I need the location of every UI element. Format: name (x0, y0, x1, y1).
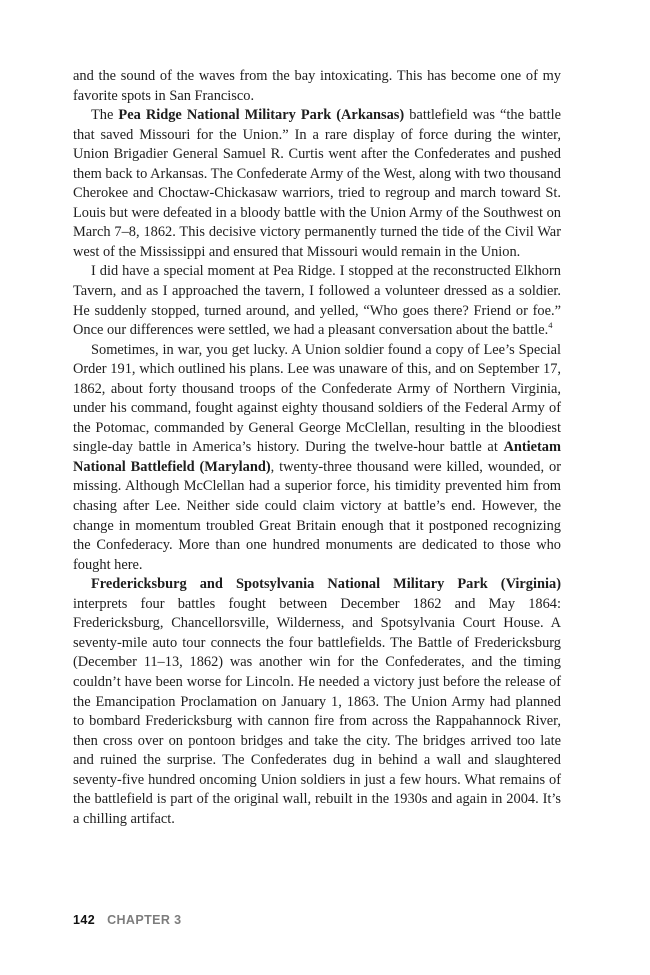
chapter-label: CHAPTER 3 (107, 913, 182, 927)
body-text (73, 67, 561, 829)
paragraph-antietam: Sometimes, in war, you get lucky. A Union soldier found a copy of Lee’s Special Order 191, which outlined his plans. Lee was unaware of this, and on September 17, 1862, about forty thousand troops of the Confederate Army of Northern Virginia, under his command, fought against eighty thousand soldiers of the Federal Army of the Potomac, commanded by General George McClellan, resulting in the bloodiest single-day battle in America’s history. During the twelve-hour battle at Antietam National Battlefield (Maryland), twenty-three thousand were killed, wounded, or missing. Although McClellan had a superior force, his timidity prevented him from chasing after Lee. Neither side could claim victory at battle’s end. However, the change in momentum troubled Great Britain enough that it postponed recognizing the Confederacy. More than one hundred monuments are dedicated to those who fought here. (73, 341, 561, 573)
page-number: 142 (73, 913, 96, 927)
park-name-pea-ridge: Pea Ridge National Military Park (Arkansas) (118, 107, 405, 124)
paragraph-fredericksburg: Fredericksburg and Spotsylvania National Military Park (Virginia) interprets four battles fought between December 1862 and May 1864: Fredericksburg, Chancellorsville, Wilderness, and Spotsylvania Court House. A seventy-mile auto tour connects the four battlefields. The Battle of Fredericksburg (December 11–13, 1862) was another win for the Confederates, and the timing couldn’t have been worse for Lincoln. He needed a victory just before the release of the Emancipation Proclamation on January 1, 1863. The Union Army had planned to bombard Fredericksburg with cannon fire from across the Rappahannock River, then cross over on pontoon bridges and take the city. The bridges arrived too late and ruined the surprise. The Confederates dug in behind a wall and slaughtered seventy-five hundred oncoming Union soldiers in just a few hours. What remains of the battlefield is part of the original wall, rebuilt in the 1930s and again in 2004. It’s a chilling artifact. (73, 576, 561, 827)
page-footer (73, 912, 182, 928)
paragraph-continuation: and the sound of the waves from the bay intoxicating. This has become one of my favorite spots in San Francisco. (73, 68, 561, 104)
paragraph-pea-ridge: The Pea Ridge National Military Park (Arkansas) battlefield was “the battle that saved Missouri for the Union.” In a rare display of force during the winter, Union Brigadier General Samuel R. Curtis went after the Confederates and pushed them back to Arkansas. The Confederate Army of the West, along with two thousand Cherokee and Choctaw-Chickasaw warriors, tried to regroup and march toward St. Louis but were defeated in a bloody battle with the Union Army of the Southwest on March 7–8, 1862. This decisive victory permanently turned the tide of the Civil War west of the Mississippi and ensured that Missouri would remain in the Union. (73, 107, 561, 260)
park-name-antietam: Antietam National Battlefield (Maryland) (73, 439, 561, 475)
paragraph-elkhorn-tavern: I did have a special moment at Pea Ridge. I stopped at the reconstructed Elkhorn Tavern, and as I approached the tavern, I followed a volunteer dressed as a soldier. He suddenly stopped, turned around, and yelled, “Who goes there? Friend or foe.” Once our differences were settled, we had a pleasant conversation about the battle.$^4$ (73, 263, 561, 339)
footnote-marker: 4 (548, 320, 553, 331)
park-name-fredericksburg: Fredericksburg and Spotsylvania National Military Park (Virginia) (91, 576, 561, 593)
